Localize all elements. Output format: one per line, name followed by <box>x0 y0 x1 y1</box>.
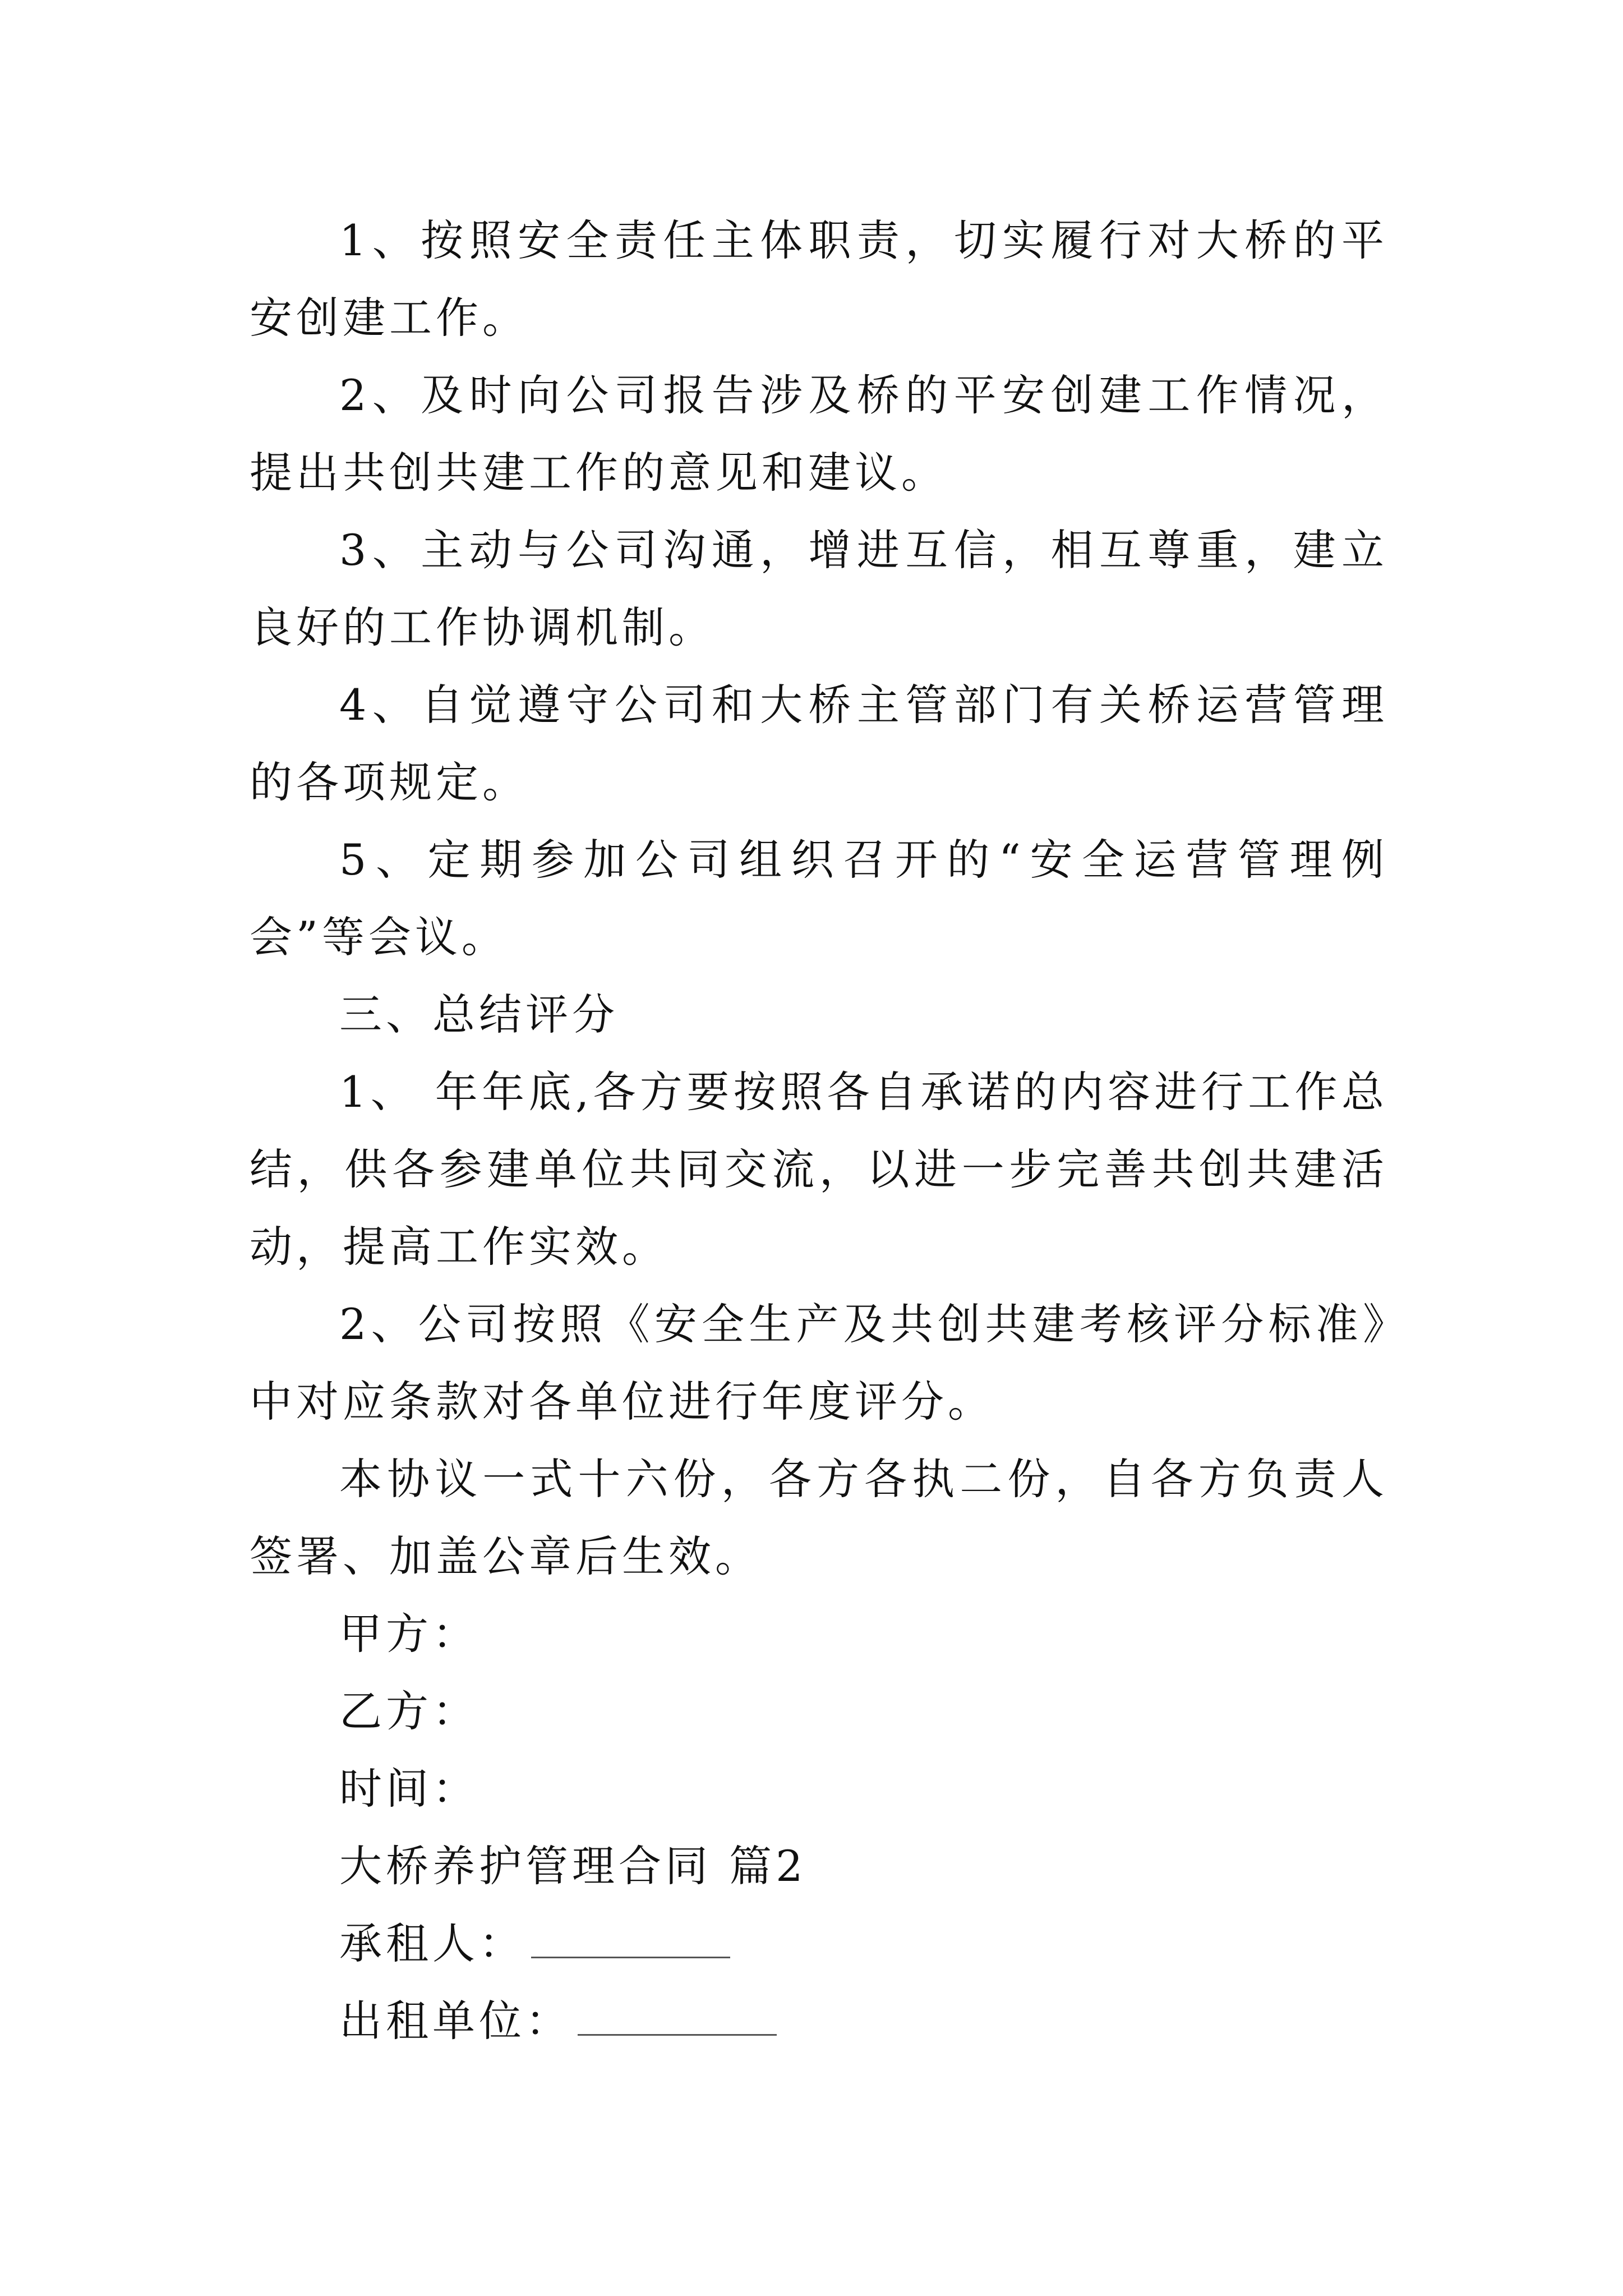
lessor-blank <box>578 1997 777 2036</box>
paragraph-summary-2: 2、公司按照《安全生产及共创共建考核评分标准》中对应条款对各单位进行年度评分。 <box>250 1299 1388 1427</box>
paragraph-summary-1: 1、 年年底,各方要按照各自承诺的内容进行工作总结，供各参建单位共同交流，以进一步完善共创共建活动，提高工作实效。 <box>250 1067 1388 1272</box>
paragraph-2: 2、及时向公司报告涉及桥的平安创建工作情况，提出共创共建工作的意见和建议。 <box>250 370 1388 498</box>
lessee-label: 承租人： <box>339 1918 525 1968</box>
paragraph-3: 3、主动与公司沟通，增进互信，相互尊重，建立良好的工作协调机制。 <box>250 525 1388 652</box>
time-label: 时间： <box>339 1764 479 1814</box>
party-a-label: 甲方： <box>339 1609 479 1659</box>
lessee-blank <box>531 1920 730 1958</box>
contract-title: 大桥养护管理合同 篇2 <box>339 1841 807 1891</box>
paragraph-copies: 本协议一式十六份，各方各执二份，自各方负责人签署、加盖公章后生效。 <box>250 1454 1388 1581</box>
paragraph-5: 5、定期参加公司组织召开的“安全运营管理例会”等会议。 <box>250 835 1388 962</box>
lessor-line <box>250 1982 1388 2060</box>
document-body <box>250 202 1388 2060</box>
lessor-label: 出租单位： <box>339 1996 572 2046</box>
lessee-line <box>250 1905 1388 1982</box>
party-b-label: 乙方： <box>339 1686 479 1736</box>
section-heading-summary: 三、总结评分 <box>339 990 619 1039</box>
paragraph-4: 4、自觉遵守公司和大桥主管部门有关桥运营管理的各项规定。 <box>250 680 1388 807</box>
paragraph-1: 1、按照安全责任主体职责，切实履行对大桥的平安创建工作。 <box>250 215 1388 343</box>
